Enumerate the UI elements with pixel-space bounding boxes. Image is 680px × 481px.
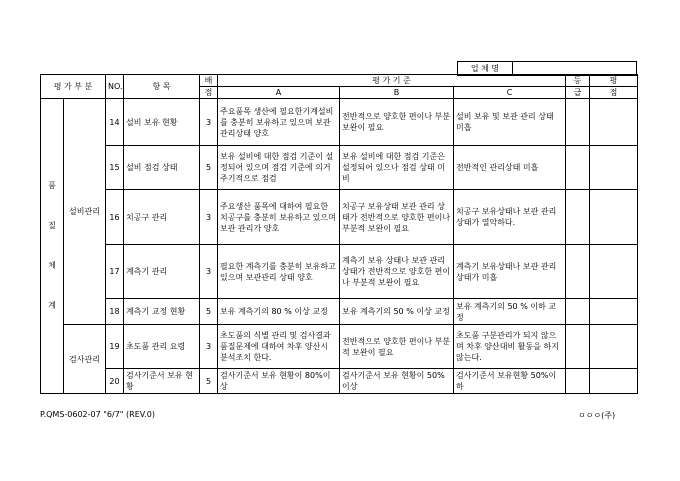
criteria-b: 전반적으로 양호한 편이나 부분적 보완이 필요 bbox=[340, 325, 454, 369]
group-equipment: 설비관리 bbox=[64, 99, 106, 325]
row-item: 설비 점검 상태 bbox=[124, 146, 200, 190]
header-eval-top: 평 bbox=[590, 75, 638, 87]
table-row bbox=[41, 369, 638, 394]
grade-cell[interactable] bbox=[566, 190, 590, 245]
eval-cell[interactable] bbox=[590, 325, 638, 369]
document-code: P.QMS-0602-07 "6/7" (REV.0) bbox=[40, 410, 155, 419]
header-col-a: A bbox=[218, 87, 340, 99]
row-item: 설비 보유 현황 bbox=[124, 99, 200, 146]
row-score: 3 bbox=[200, 99, 218, 146]
criteria-c: 계측기 보유상태나 보관 관리 상태가 미흡 bbox=[454, 245, 566, 299]
eval-cell[interactable] bbox=[590, 245, 638, 299]
row-no: 14 bbox=[106, 99, 124, 146]
criteria-c: 초도품 구분관리가 되지 않으며 차후 양산대비 활동을 하지 않는다. bbox=[454, 325, 566, 369]
criteria-a: 초도품의 식별 관리 및 검사결과 품질문제에 대하여 차후 양산시 분석조치 한다. bbox=[218, 325, 340, 369]
eval-cell[interactable] bbox=[590, 146, 638, 190]
grade-cell[interactable] bbox=[566, 245, 590, 299]
company-label: 업 체 명 bbox=[458, 62, 513, 76]
row-item: 초도품 관리 요령 bbox=[124, 325, 200, 369]
header-grade-top: 등 bbox=[566, 75, 590, 87]
row-no: 15 bbox=[106, 146, 124, 190]
criteria-a: 보유 계측기의 80 % 이상 교정 bbox=[218, 299, 340, 325]
criteria-b: 보유 계측기의 50 % 이상 교정 bbox=[340, 299, 454, 325]
table-row bbox=[41, 146, 638, 190]
criteria-c: 치공구 보유상태나 보관 관리 상태가 열악하다. bbox=[454, 190, 566, 245]
criteria-a: 주요생산 품목에 대하여 필요한 치공구를 충분히 보유하고 있으며 보관 관리가 양호 bbox=[218, 190, 340, 245]
criteria-b: 검사기준서 보유 현황이 50%이상 bbox=[340, 369, 454, 394]
table-row bbox=[41, 299, 638, 325]
header-grade-bottom: 급 bbox=[566, 87, 590, 99]
criteria-c: 설비 보유 및 보관 관리 상태 미흡 bbox=[454, 99, 566, 146]
criteria-a: 주요품목 생산에 필요한기계설비를 충분히 보유하고 있으며 보관 관리상태 양호 bbox=[218, 99, 340, 146]
criteria-b: 보유 설비에 대한 점검 기준은 설정되어 있으나 점검 상태 미비 bbox=[340, 146, 454, 190]
row-no: 20 bbox=[106, 369, 124, 394]
section-quality-system: 품 질 체 계 bbox=[41, 99, 64, 394]
header-criteria: 평 가 기 준 bbox=[218, 75, 566, 87]
row-no: 16 bbox=[106, 190, 124, 245]
row-item: 치공구 관리 bbox=[124, 190, 200, 245]
criteria-b: 전반적으로 양호한 편이나 부분 보완이 필요 bbox=[340, 99, 454, 146]
eval-cell[interactable] bbox=[590, 299, 638, 325]
header-col-c: C bbox=[454, 87, 566, 99]
header-item: 항 목 bbox=[124, 75, 200, 99]
grade-cell[interactable] bbox=[566, 99, 590, 146]
row-no: 19 bbox=[106, 325, 124, 369]
criteria-c: 보유 계측기의 50 % 이하 교정 bbox=[454, 299, 566, 325]
grade-cell[interactable] bbox=[566, 146, 590, 190]
row-score: 5 bbox=[200, 146, 218, 190]
row-score: 3 bbox=[200, 190, 218, 245]
row-item: 계측기 관리 bbox=[124, 245, 200, 299]
row-no: 18 bbox=[106, 299, 124, 325]
header-score-bottom: 점 bbox=[200, 87, 218, 99]
criteria-b: 치공구 보유상태 보관 관리 상태가 전반적으로 양호한 편이나 부분적 보완이 필요 bbox=[340, 190, 454, 245]
eval-cell[interactable] bbox=[590, 99, 638, 146]
criteria-c: 검사기준서 보유현황 50%이하 bbox=[454, 369, 566, 394]
row-item: 계측기 교정 현황 bbox=[124, 299, 200, 325]
row-score: 3 bbox=[200, 325, 218, 369]
row-score: 5 bbox=[200, 299, 218, 325]
header-eval-bottom: 점 bbox=[590, 87, 638, 99]
grade-cell[interactable] bbox=[566, 369, 590, 394]
group-inspection: 검사관리 bbox=[64, 325, 106, 394]
header-col-b: B bbox=[340, 87, 454, 99]
grade-cell[interactable] bbox=[566, 325, 590, 369]
evaluation-table bbox=[40, 74, 638, 394]
company-mark: ㅇㅇㅇ(주) bbox=[578, 411, 616, 420]
grade-cell[interactable] bbox=[566, 299, 590, 325]
criteria-c: 전반적인 관리상태 미흡 bbox=[454, 146, 566, 190]
eval-cell[interactable] bbox=[590, 369, 638, 394]
header-category: 평 가 부 분 bbox=[41, 75, 106, 99]
eval-cell[interactable] bbox=[590, 190, 638, 245]
row-no: 17 bbox=[106, 245, 124, 299]
header-no: NO. bbox=[106, 75, 124, 99]
table-row bbox=[41, 325, 638, 369]
row-score: 3 bbox=[200, 245, 218, 299]
table-row bbox=[41, 245, 638, 299]
criteria-a: 검사기준서 보유 현황이 80%이상 bbox=[218, 369, 340, 394]
row-item: 검사기준서 보유 현황 bbox=[124, 369, 200, 394]
header-score-top: 배 bbox=[200, 75, 218, 87]
criteria-a: 보유 설비에 대한 점검 기준이 설정되어 있으며 점검 기준에 의거 주기적으로 점검 bbox=[218, 146, 340, 190]
criteria-a: 필요한 계측기를 충분히 보유하고 있으며 보관관리 상태 양호 bbox=[218, 245, 340, 299]
table-row bbox=[41, 99, 638, 146]
table-row bbox=[41, 190, 638, 245]
criteria-b: 계측기 보유 상태나 보관 관리 상태가 전반적으로 양호한 편이나 부분적 보완이 필요 bbox=[340, 245, 454, 299]
row-score: 5 bbox=[200, 369, 218, 394]
